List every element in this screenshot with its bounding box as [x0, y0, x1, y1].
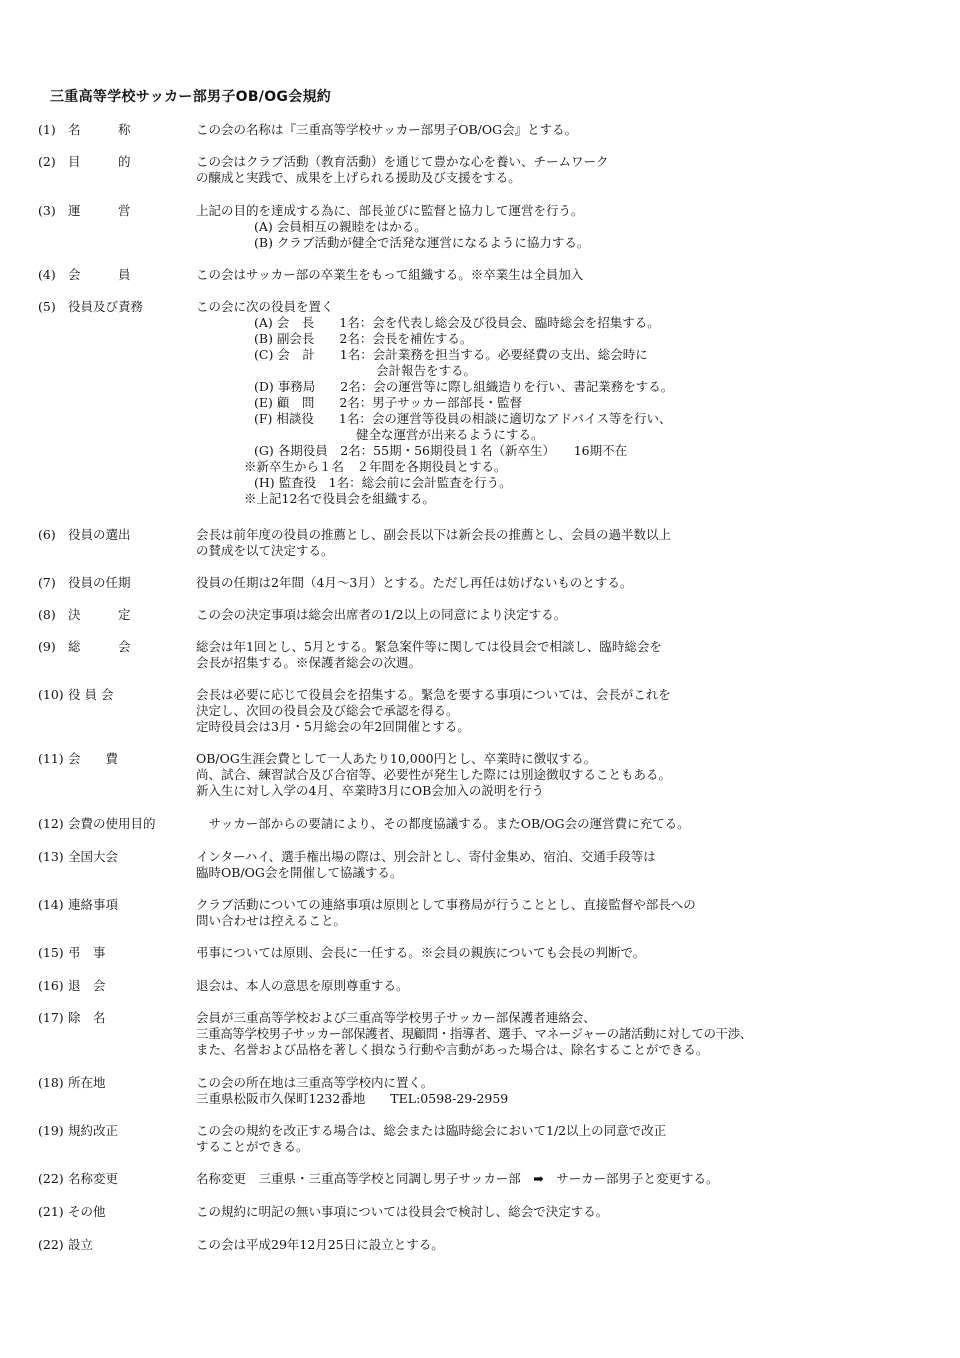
article-line: (A) 会員相互の親睦をはかる。	[254, 219, 427, 234]
article-line: 会長は前年度の役員の推薦とし、副会長以下は新会長の推薦とし、会員の過半数以上	[196, 527, 672, 542]
article-number: (7)	[38, 575, 56, 590]
article-label	[38, 1204, 196, 1220]
article-body	[196, 1204, 936, 1220]
article-body	[196, 299, 936, 507]
article-line: (H) 監査役 1名：総会前に会計監査を行う。	[254, 475, 512, 490]
article-line: (C) 会 計 1名：会計業務を担当する。必要経費の支出、総会時に	[254, 347, 648, 362]
article-label	[38, 154, 196, 170]
article-number: (19)	[38, 1123, 64, 1138]
article-line: この会に次の役員を置く	[196, 299, 334, 314]
article-label	[38, 1237, 196, 1253]
article-body	[196, 751, 936, 799]
article-line: ※新卒生から１名 ２年間を各期役員とする。	[244, 459, 507, 474]
article-name: 規約改正	[68, 1123, 119, 1138]
article-line: この会はサッカー部の卒業生をもって組織する。※卒業生は全員加入	[196, 267, 584, 282]
article-line: 会計報告をする。	[376, 363, 477, 378]
article-body	[196, 639, 936, 671]
article-line: 健全な運営が出来るようにする。	[356, 427, 544, 442]
article-name: 退 会	[68, 978, 106, 993]
article-body	[196, 203, 936, 251]
article-number: (5)	[38, 299, 56, 314]
article-label	[38, 122, 196, 138]
article-number: (16)	[38, 978, 64, 993]
article-number: (9)	[38, 639, 56, 654]
article-body	[196, 1171, 936, 1187]
article-body	[196, 122, 936, 138]
article-number: (1)	[38, 122, 56, 137]
article-body	[196, 849, 936, 881]
article-line: 問い合わせは控えること。	[196, 913, 347, 928]
article-number: (17)	[38, 1010, 64, 1025]
article-line: 三重県松阪市久保町1232番地 TEL:0598-29-2959	[196, 1091, 509, 1106]
article-name: 設立	[68, 1237, 94, 1252]
article-name: 名称変更	[68, 1171, 119, 1186]
article-line: この会は平成29年12月25日に設立とする。	[196, 1237, 444, 1252]
article-line: インターハイ、選手権出場の際は、別会計とし、寄付金集め、宿泊、交通手段等は	[196, 849, 656, 864]
article-label	[38, 1171, 196, 1187]
article-name: 弔 事	[68, 945, 106, 960]
article-name: 役員の選出	[68, 527, 131, 542]
article-number: (14)	[38, 897, 64, 912]
article-label	[38, 849, 196, 865]
article-number: (11)	[38, 751, 64, 766]
article-body	[196, 1237, 936, 1253]
article-name: 目 的	[68, 154, 131, 169]
article-body	[196, 687, 936, 735]
article-name: 運 営	[68, 203, 131, 218]
article-line: サッカー部からの要請により、その都度協議する。またOB/OG会の運営費に充てる。	[196, 816, 690, 831]
article-line: この会の規約を改正する場合は、総会または臨時総会において1/2以上の同意で改正	[196, 1123, 667, 1138]
article-number: (12)	[38, 816, 64, 831]
article-label	[38, 1123, 196, 1139]
article-line: 役員の任期は2年間（4月～3月）とする。ただし再任は妨げないものとする。	[196, 575, 633, 590]
article-name: 会費の使用目的	[68, 816, 156, 831]
article-line: 総会は年1回とし、5月とする。緊急案件等に関しては役員会で相談し、臨時総会を	[196, 639, 662, 654]
article-name: 連絡事項	[68, 897, 119, 912]
article-line: ※上記12名で役員会を組織する。	[244, 491, 435, 506]
article-label	[38, 267, 196, 283]
article-body	[196, 1010, 936, 1058]
article-name: 会 費	[68, 751, 119, 766]
article-number: (6)	[38, 527, 56, 542]
article-label	[38, 607, 196, 623]
article-number: (22)	[38, 1171, 64, 1186]
article-body	[196, 527, 936, 559]
article-body	[196, 1123, 936, 1155]
article-number: (8)	[38, 607, 56, 622]
article-number: (13)	[38, 849, 64, 864]
article-line: この会の決定事項は総会出席者の1/2以上の同意により決定する。	[196, 607, 567, 622]
article-line: OB/OG生涯会費として一人あたり10,000円とし、卒業時に徴収する。	[196, 751, 597, 766]
article-line: 会員が三重高等学校および三重高等学校男子サッカー部保護者連絡会、	[196, 1010, 596, 1025]
article-line: の賛成を以て決定する。	[196, 543, 334, 558]
article-number: (18)	[38, 1075, 64, 1090]
article-body	[196, 945, 936, 961]
article-name: その他	[68, 1204, 106, 1219]
article-body	[196, 154, 936, 186]
document-title: 三重高等学校サッカー部男子OB/OG会規約	[50, 89, 332, 105]
article-line: 会長は必要に応じて役員会を招集する。緊急を要する事項については、会長がこれを	[196, 687, 671, 702]
article-body	[196, 607, 936, 623]
article-line: することができる。	[196, 1139, 309, 1154]
article-line: 退会は、本人の意思を原則尊重する。	[196, 978, 409, 993]
article-name: 名 称	[68, 122, 131, 137]
article-line: 会長が招集する。※保護者総会の次週。	[196, 655, 422, 670]
article-number: (4)	[38, 267, 56, 282]
article-name: 決 定	[68, 607, 131, 622]
article-label	[38, 978, 196, 994]
article-label	[38, 897, 196, 913]
article-line: (E) 顧 問 2名：男子サッカー部部長・監督	[254, 395, 523, 410]
article-name: 会 員	[68, 267, 131, 282]
article-name: 除 名	[68, 1010, 106, 1025]
article-line: 名称変更 三重県・三重高等学校と同調し男子サッカー部 ➡ サーカー部男子と変更する。	[196, 1171, 719, 1186]
article-number: (15)	[38, 945, 64, 960]
article-label	[38, 299, 196, 315]
article-label	[38, 945, 196, 961]
article-number: (3)	[38, 203, 56, 218]
article-name: 総 会	[68, 639, 131, 654]
article-line: の醸成と実践で、成果を上げられる援助及び支援をする。	[196, 170, 521, 185]
article-line: この会はクラブ活動（教育活動）を通じて豊かな心を養い、チームワーク	[196, 154, 609, 169]
article-body	[196, 575, 936, 591]
article-line: 新入生に対し入学の4月、卒業時3月にOB会加入の説明を行う	[196, 783, 544, 798]
article-name: 役員の任期	[68, 575, 131, 590]
article-line: また、名誉および品格を著しく損なう行動や言動があった場合は、除名することができる。	[196, 1042, 709, 1057]
article-line: 尚、試合、練習試合及び合宿等、必要性が発生した際には別途徴収することもある。	[196, 767, 672, 782]
article-line: (B) クラブ活動が健全で活発な運営になるように協力する。	[254, 235, 590, 250]
article-line: 決定し、次回の役員会及び総会で承認を得る。	[196, 703, 459, 718]
article-name: 所在地	[68, 1075, 106, 1090]
article-label	[38, 527, 196, 543]
article-name: 役員及び責務	[68, 299, 144, 314]
article-body	[196, 1075, 936, 1107]
article-body	[196, 267, 936, 283]
article-line: (G) 各期役員 2名：55期・56期役員１名（新卒生） 16期不在	[254, 443, 628, 458]
article-line: (B) 副会長 2名：会長を補佐する。	[254, 331, 473, 346]
article-line: 定時役員会は3月・5月総会の年2回開催とする。	[196, 719, 470, 734]
article-label	[38, 687, 196, 703]
article-label	[38, 203, 196, 219]
article-line: この会の名称は『三重高等学校サッカー部男子OB/OG会』とする。	[196, 122, 578, 137]
article-number: (21)	[38, 1204, 64, 1219]
article-body	[196, 978, 936, 994]
article-line: (D) 事務局 2名：会の運営等に際し組織造りを行い、書記業務をする。	[254, 379, 674, 394]
article-name: 全国大会	[68, 849, 119, 864]
article-line: クラブ活動についての連絡事項は原則として事務局が行うこととし、直接監督や部長への	[196, 897, 696, 912]
article-label	[38, 639, 196, 655]
article-line: 弔事については原則、会長に一任する。※会員の親族についても会長の判断で。	[196, 945, 646, 960]
article-line: 三重高等学校男子サッカー部保護者、現顧問・指導者、選手、マネージャーの諸活動に対しての干渉、	[196, 1026, 752, 1041]
article-label	[38, 1010, 196, 1026]
article-body	[196, 816, 936, 832]
article-number: (2)	[38, 154, 56, 169]
article-label	[38, 816, 196, 832]
article-label	[38, 1075, 196, 1091]
article-label	[38, 751, 196, 767]
article-label	[38, 575, 196, 591]
article-line: 上記の目的を達成する為に、部長並びに監督と協力して運営を行う。	[196, 203, 584, 218]
article-line: (A) 会 長 1名：会を代表し総会及び役員会、臨時総会を招集する。	[254, 315, 660, 330]
article-number: (10)	[38, 687, 64, 702]
article-name: 役 員 会	[68, 687, 114, 702]
article-body	[196, 897, 936, 929]
article-line: この会の所在地は三重高等学校内に置く。	[196, 1075, 434, 1090]
article-line: この規約に明記の無い事項については役員会で検討し、総会で決定する。	[196, 1204, 609, 1219]
article-line: 臨時OB/OG会を開催して協議する。	[196, 865, 403, 880]
article-number: (22)	[38, 1237, 64, 1252]
article-line: (F) 相談役 1名：会の運営等役員の相談に適切なアドバイス等を行い、	[254, 411, 672, 426]
